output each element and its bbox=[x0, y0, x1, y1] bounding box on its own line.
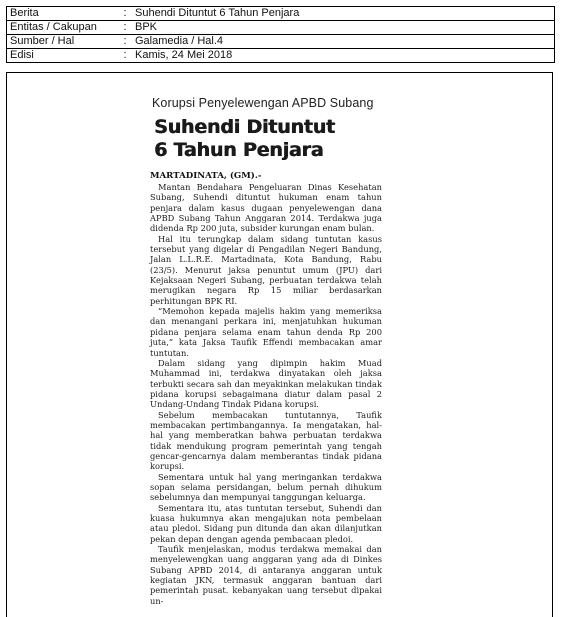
meta-row-sumber bbox=[7, 35, 555, 49]
meta-row-berita bbox=[7, 7, 555, 21]
news-article bbox=[146, 96, 386, 606]
headline-line-1: Suhendi Dituntut bbox=[154, 116, 335, 138]
meta-row-edisi bbox=[7, 49, 555, 63]
article-dateline: MARTADINATA, (GM).- bbox=[150, 171, 262, 181]
meta-colon: : bbox=[121, 35, 129, 49]
article-paragraph: Sementara untuk hal yang meringankan terdakwa sopan selama persidangan, belum pernah dihukum sebelumnya dan mempunyai tanggungan keluarga. bbox=[150, 471, 382, 503]
article-paragraph: Sementara itu, atas tuntutan tersebut, Suhendi dan kuasa hukumnya akan mengajukan nota pembelaan atau pledoi. Sidang pun ditunda dan akan dilanjutkan pekan depan dengan agenda pembacaan pledoi. bbox=[150, 502, 382, 544]
article-body bbox=[150, 182, 382, 606]
meta-row-entitas bbox=[7, 21, 555, 35]
meta-value: Galamedia / Hal.4 bbox=[129, 35, 555, 49]
meta-colon: : bbox=[121, 7, 129, 21]
meta-label: Berita bbox=[7, 7, 122, 21]
headline-line-2: 6 Tahun Penjara bbox=[154, 139, 324, 161]
meta-label: Edisi bbox=[7, 49, 122, 63]
meta-label: Entitas / Cakupan bbox=[7, 21, 122, 35]
meta-colon: : bbox=[121, 49, 129, 63]
meta-colon: : bbox=[121, 21, 129, 35]
meta-value: BPK bbox=[129, 21, 555, 35]
article-paragraph: Hal itu terungkap dalam sidang tuntutan kasus tersebut yang digelar di Pengadilan Negeri Bandung, Jalan L.L.R.E. Martadinata, Kota Bandung, Rabu (23/5). Menurut jaksa penuntut umum (JPU) dari Kejaksaan Negeri Subang, perbuatan terdakwa telah merugikan negara Rp 15 miliar berdasarkan perhitungan BPK RI. bbox=[150, 233, 382, 306]
article-kicker: Korupsi Penyelewengan APBD Subang bbox=[152, 96, 374, 110]
article-paragraph: Taufik menjelaskan, modus terdakwa memakai dan menyelewengkan uang anggaran yang ada di Dinkes Subang APBD 2014, di antaranya anggaran untuk kegiatan JKN, termasuk anggaran bantuan dari pemerintah pusat. kebanyakan uang tersebut dipakai un- bbox=[150, 544, 382, 606]
article-headline bbox=[154, 116, 386, 162]
article-paragraph: “Memohon kepada majelis hakim yang memeriksa dan menangani perkara ini, menjatuhkan hukuman pidana penjara selama enam tahun denda Rp 200 juta,” kata Jaksa Taufik Effendi membacakan amar tuntutan. bbox=[150, 306, 382, 358]
meta-value: Suhendi Dituntut 6 Tahun Penjara bbox=[129, 7, 555, 21]
article-paragraph: Dalam sidang yang dipimpin hakim Muad Muhammad ini, terdakwa dinyatakan oleh jaksa terbukti secara sah dan meyakinkan melakukan tindak pidana korupsi sebagaimana diatur dalam pasal 2 Undang-Undang Tindak Pidana korupsi. bbox=[150, 357, 382, 410]
meta-label: Sumber / Hal bbox=[7, 35, 122, 49]
article-paragraph: Sebelum membacakan tuntutannya, Taufik membacakan pertimbangannya. Ia mengatakan, hal-hal yang memberatkan bahwa perbuatan terdakwa tidak mendukung program pemerintah yang tengah gencar-gencarnya dalam memberantas tindak pidana korupsi. bbox=[150, 409, 382, 472]
metadata-table bbox=[6, 6, 555, 63]
article-paragraph: Mantan Bendahara Pengeluaran Dinas Kesehatan Subang, Suhendi dituntut hukuman enam tahun penjara dalam kasus dugaan penyelewengan dana APBD Subang Tahun Anggaran 2014. Terdakwa juga didenda Rp 200 juta, subsider kurungan enam bulan. bbox=[150, 182, 382, 234]
meta-value: Kamis, 24 Mei 2018 bbox=[129, 49, 555, 63]
